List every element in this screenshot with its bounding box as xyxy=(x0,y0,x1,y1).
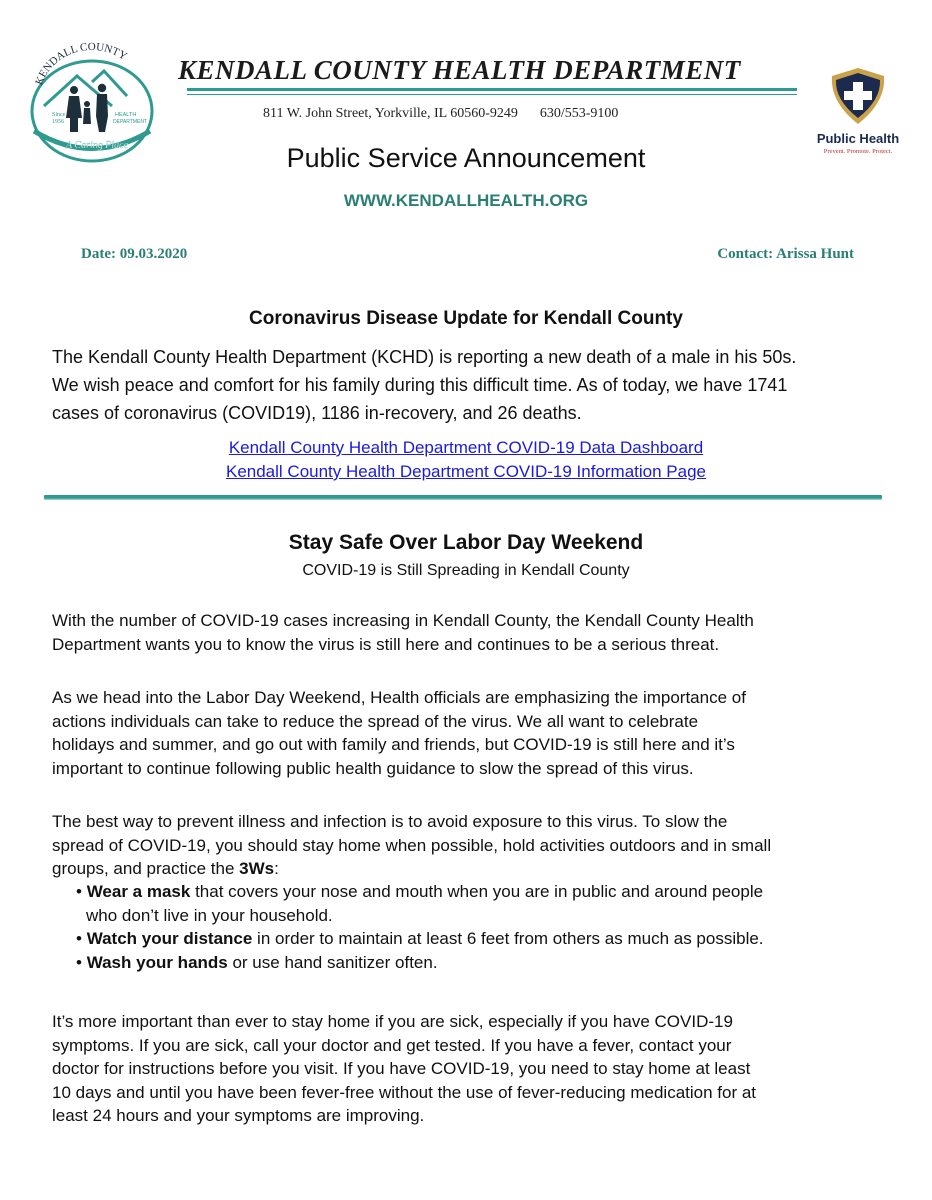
update-line: We wish peace and comfort for his family during this difficult time. As of today, we have 1741 xyxy=(52,375,788,395)
family-silhouette-icon xyxy=(66,84,108,132)
update-line: cases of coronavirus (COVID19), 1186 in-recovery, and 26 deaths. xyxy=(52,403,582,423)
department-title: KENDALL COUNTY HEALTH DEPARTMENT xyxy=(178,55,741,85)
phone-number: 630/553-9100 xyxy=(539,106,619,121)
svg-text:Since: Since xyxy=(52,112,66,118)
paragraph-cases-increasing: With the number of COVID-19 cases increasing in Kendall County, the Kendall County Health Department wants you to know the virus is still here and continues to be a serious threat. xyxy=(52,611,754,654)
contact-name: Contact: Arissa Hunt xyxy=(717,246,854,262)
update-line: The Kendall County Health Department (KCHD) is reporting a new death of a male in his 50s. xyxy=(52,347,797,367)
list-item: • Wear a mask that covers your nose and mouth when you are in public and around people who don’t live in your household. xyxy=(76,882,764,925)
paragraph-labor-day: As we head into the Labor Day Weekend, Health officials are emphasizing the importance of actions individuals can take to reduce the spread of the virus. We all want to celebrate holidays and summer, and go out with family and friends, but COVID-19 is still here and it’s important to continue following public health guidance to slow the spread of this virus. xyxy=(52,688,746,778)
list-item: • Wash your hands or use hand sanitizer often. xyxy=(76,952,438,972)
list-item: • Watch your distance in order to maintain at least 6 feet from others as much as possible. xyxy=(76,929,764,948)
three-ws: 3Ws xyxy=(239,859,275,878)
title-rule-thin xyxy=(187,94,797,95)
update-paragraph xyxy=(52,343,892,427)
logo-arc-text: KENDALL COUNTY xyxy=(33,40,130,87)
labor-day-subheading: COVID-19 is Still Spreading in Kendall County xyxy=(302,562,630,579)
website-link[interactable]: WWW.KENDALLHEALTH.ORG xyxy=(343,191,589,210)
paragraph-prevention: The best way to prevent illness and infection is to avoid exposure to this virus. To slow the spread of COVID-19, you should stay home when possible, hold activities outdoors and in small groups, and practice the 3Ws: xyxy=(52,812,772,878)
update-heading: Coronavirus Disease Update for Kendall County xyxy=(249,308,683,329)
data-dashboard-link[interactable]: Kendall County Health Department COVID-19 Data Dashboard xyxy=(228,438,704,457)
svg-text:1956: 1956 xyxy=(52,119,64,125)
address-line xyxy=(263,106,618,122)
logo-tagline: A Caring Place xyxy=(66,140,129,151)
street-address: 811 W. John Street, Yorkville, IL 60560-9249 xyxy=(263,106,518,121)
svg-text:Prevent. Promote. Protect.: Prevent. Promote. Protect. xyxy=(823,148,893,155)
svg-text:DEPARTMENT: DEPARTMENT xyxy=(113,119,147,125)
title-rule xyxy=(187,88,797,91)
three-ws-list xyxy=(52,880,892,974)
information-page-link[interactable]: Kendall County Health Department COVID-19 Information Page xyxy=(225,462,707,481)
release-date: Date: 09.03.2020 xyxy=(81,246,188,262)
svg-text:Public Health: Public Health xyxy=(816,131,900,146)
labor-day-heading: Stay Safe Over Labor Day Weekend xyxy=(288,531,644,554)
section-divider xyxy=(44,495,882,500)
psa-title: Public Service Announcement xyxy=(286,143,646,173)
svg-text:HEALTH: HEALTH xyxy=(115,112,137,118)
paragraph-stay-home: It’s more important than ever to stay home if you are sick, especially if you have COVID-19 symptoms. If you are sick, call your doctor and get tested. If you have a fever, contact your doctor for instructions before you visit. If you have COVID-19, you need to stay home at least 10 days and until you have been fever-free without the use of fever-reducing medication for at least 24 hours and your symptoms are improving. xyxy=(52,1012,757,1125)
